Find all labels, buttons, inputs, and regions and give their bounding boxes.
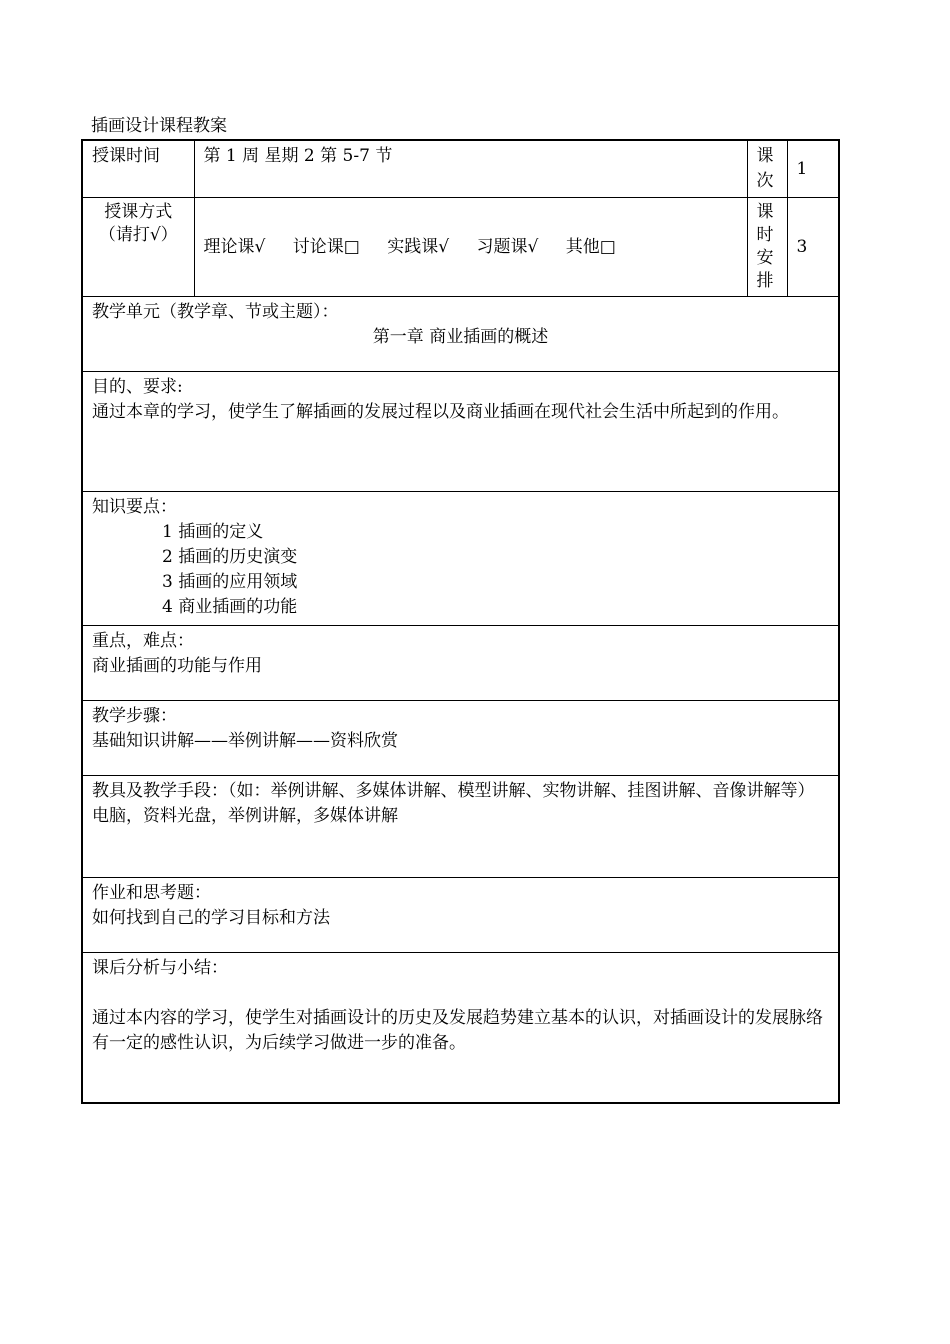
focus-text: 商业插画的功能与作用 bbox=[92, 656, 262, 676]
knowledge-item: 3 插画的应用领域 bbox=[162, 572, 298, 592]
lesson-plan-table bbox=[81, 139, 840, 1104]
knowledge-label: 知识要点： bbox=[92, 497, 177, 517]
row-time bbox=[82, 140, 839, 198]
method-label-line1: 授课方式 bbox=[104, 202, 173, 222]
steps-text: 基础知识讲解——举例讲解——资料欣赏 bbox=[92, 731, 398, 751]
lesson-no-label: 课次 bbox=[747, 140, 787, 198]
summary-text: 通过本内容的学习，使学生对插画设计的历史及发展趋势建立基本的认识，对插画设计的发展脉络有一定的感性认识，为后续学习做进一步的准备。 bbox=[92, 1008, 823, 1053]
homework-text: 如何找到自己的学习目标和方法 bbox=[92, 908, 330, 928]
purpose-text: 通过本章的学习，使学生了解插画的发展过程以及商业插画在现代社会生活中所起到的作用。 bbox=[92, 402, 789, 422]
tools-label: 教具及教学手段：（如：举例讲解、多媒体讲解、模型讲解、实物讲解、挂图讲解、音像讲解等） bbox=[92, 781, 815, 801]
steps-cell bbox=[82, 701, 839, 776]
knowledge-item: 2 插画的历史演变 bbox=[162, 547, 298, 567]
focus-cell bbox=[82, 626, 839, 701]
method-options bbox=[194, 198, 747, 297]
method-option-theory: 理论课√ bbox=[203, 236, 266, 257]
method-label bbox=[82, 198, 194, 297]
hours-label bbox=[747, 198, 787, 297]
row-knowledge bbox=[82, 492, 839, 626]
method-option-practice: 实践课√ bbox=[387, 236, 450, 257]
document-title: 插画设计课程教案 bbox=[91, 116, 227, 136]
unit-cell bbox=[82, 297, 839, 372]
unit-label: 教学单元（教学章、节或主题）： bbox=[92, 302, 339, 322]
focus-label: 重点，难点： bbox=[92, 631, 194, 651]
row-focus bbox=[82, 626, 839, 701]
summary-cell bbox=[82, 953, 839, 1103]
row-tools bbox=[82, 776, 839, 878]
method-option-discussion: 讨论课□ bbox=[292, 236, 360, 257]
unit-value: 第一章 商业插画的概述 bbox=[372, 327, 549, 347]
summary-label: 课后分析与小结： bbox=[92, 958, 228, 978]
row-unit bbox=[82, 297, 839, 372]
row-summary bbox=[82, 953, 839, 1103]
tools-text: 电脑，资料光盘，举例讲解，多媒体讲解 bbox=[92, 806, 398, 826]
row-homework bbox=[82, 878, 839, 953]
method-option-other: 其他□ bbox=[565, 236, 616, 257]
knowledge-item: 1 插画的定义 bbox=[162, 522, 264, 542]
homework-cell bbox=[82, 878, 839, 953]
row-method bbox=[82, 198, 839, 297]
homework-label: 作业和思考题： bbox=[92, 883, 211, 903]
steps-label: 教学步骤： bbox=[92, 706, 177, 726]
method-label-line2: （请打√） bbox=[98, 225, 178, 245]
purpose-label: 目的、要求: bbox=[92, 377, 183, 397]
hours-label-line2: 安排 bbox=[756, 248, 774, 291]
method-option-exercise: 习题课√ bbox=[476, 236, 539, 257]
time-label: 授课时间 bbox=[82, 140, 194, 198]
lesson-no-value: 1 bbox=[787, 140, 839, 198]
purpose-cell bbox=[82, 372, 839, 492]
hours-label-line1: 课时 bbox=[756, 202, 774, 245]
tools-cell bbox=[82, 776, 839, 878]
time-value: 第 1 周 星期 2 第 5-7 节 bbox=[194, 140, 747, 198]
knowledge-item: 4 商业插画的功能 bbox=[162, 597, 298, 617]
knowledge-cell bbox=[82, 492, 839, 626]
row-purpose bbox=[82, 372, 839, 492]
row-steps bbox=[82, 701, 839, 776]
hours-value: 3 bbox=[787, 198, 839, 297]
